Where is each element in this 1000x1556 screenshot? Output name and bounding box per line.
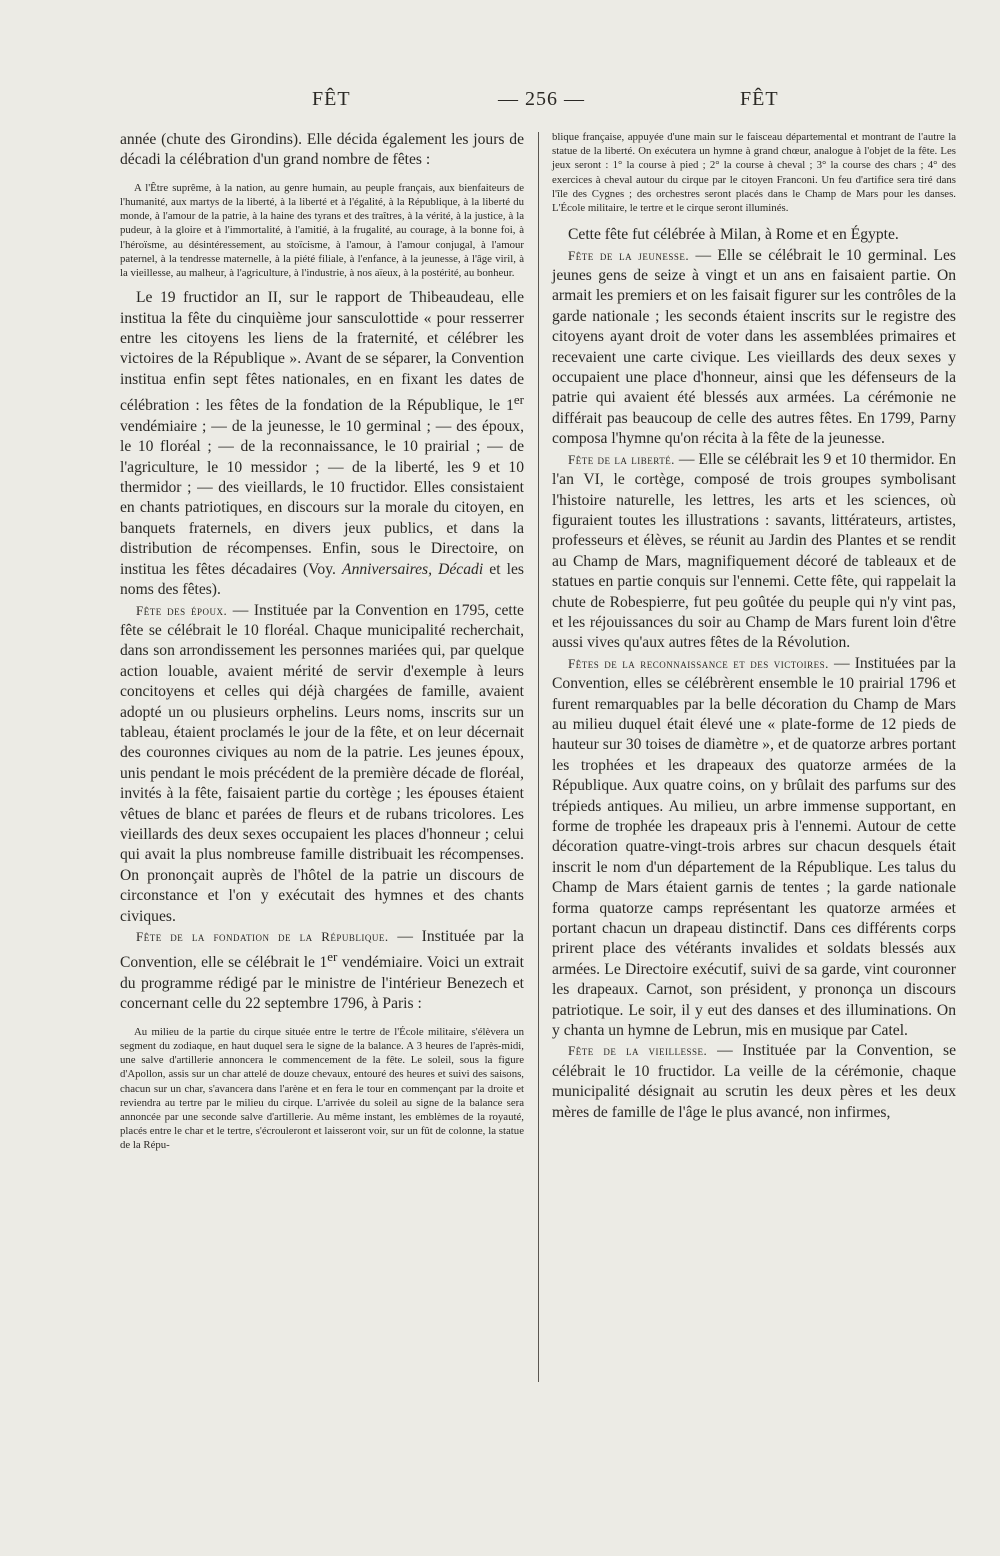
p2-italic-refs: Anniversaires, Décadi — [342, 560, 484, 578]
section-text: — Instituée par la Convention, se célébrait le 10 fructidor. La veille de la cérémonie, chaque municipalité désignait au scrutin les deux pères et les deux mères de famille de l'âge le plus avancé, non infirmes, — [552, 1042, 956, 1121]
p2-text-c: et les noms des fêtes). — [120, 560, 524, 599]
section-text: — Elle se célébrait les 9 et 10 thermidor. En l'an VI, le cortège, composé de trois groupes symbolisant l'histoire naturelle, les lettres, les arts et les sciences, où figuraient toutes les illustrations : savants, littérateurs, artistes, professeurs et élèves, se réunit au Jardin des Plantes et se rendit au Champ de Mars, magnifiquement décoré de tableaux et de statues en partie conquis sur l'ennemi. Cette fête, qui rappelait la chute de Robespierre, fut peu goûtée du peuple qui n'y vint pas, et les réjouissances du soir au Champ de Mars furent loin d'être aussi vives qu'aux autres fêtes de la Révolution. — [552, 450, 956, 652]
section-text-a: — Instituée par la Convention, elle se célébrait le 1 — [120, 928, 524, 972]
section-heading: Fête des époux. — [136, 602, 228, 618]
section-fetes-reconnaissance-victoires — [552, 654, 956, 1042]
section-heading: Fêtes de la reconnaissance et des victoires. — [568, 655, 829, 671]
quote-programme-extract: Au milieu de la partie du cirque située entre le tertre de l'École militaire, s'élèvera un segment du zodiaque, en haut duquel sera le signe de la balance. A 3 heures de l'après-midi, une salve d'artillerie annoncera le commencement de la fête. Le soleil, sous la figure d'Apollon, assis sur un char attelé de douze chevaux, entouré des heures et suivi des saisons, chacun sur un char, s'avancera dans l'arène et en fera le tour en commençant par la droite et reviendra au tertre par le milieu du cirque. L'arrivée du soleil au signe de la balance sera annoncée par une seconde salve d'artillerie. Au même instant, les emblèmes de la royauté, placés entre le char et le tertre, s'écrouleront et laisseront voir, sur un fût de colonne, la statue de la Répu- — [120, 1025, 524, 1152]
section-heading: Fête de la liberté. — [568, 451, 675, 467]
page-number: — 256 — — [498, 88, 585, 110]
p2-text-b: vendémiaire ; — de la jeunesse, le 10 germinal ; — des époux, le 10 floréal ; — de la reconnaissance, le 10 prairial ; — de l'agriculture, le 10 messidor ; — de la liberté, les 9 et 10 thermidor ; — des vieillards, le 10 fructidor. Elles consistaient en chants patriotiques, en discours sur la morale du citoyen, en banquets fraternels, en divers jeux publics, et dans la distribution de récompenses. Enfin, sous le Directoire, on institua les fêtes décadaires (Voy. — [120, 417, 524, 578]
section-fete-vieillesse — [552, 1041, 956, 1123]
left-column — [120, 130, 524, 1153]
column-divider — [538, 132, 539, 1382]
left-paragraph-1: année (chute des Girondins). Elle décida également les jours de décadi la célébration d'un grand nombre de fêtes : — [120, 131, 524, 169]
section-fete-fondation-republique — [120, 927, 524, 1015]
section-text: — Elle se célébrait le 10 germinal. Les jeunes gens de seize à vingt et un ans en faisaient partie. On armait les premiers et on les faisait figurer sur les contrôles de la garde nationale ; les seconds étaient inscrits sur le registre des citoyens ayant droit de voter dans les assemblées primaires et recevaient une carte civique. Les vieillards des deux sexes y occupaient une place d'honneur, ainsi que les défenseurs de la patrie qui avaient été blessés aux armées. La cérémonie ne différait pas beaucoup de celle des autres fêtes. En 1799, Parny composa l'hymne qu'on récita à la fête de la jeunesse. — [552, 246, 956, 448]
left-paragraph-2 — [120, 288, 524, 600]
section-heading: Fête de la jeunesse. — [568, 247, 690, 263]
section-fete-jeunesse — [552, 246, 956, 450]
section-superscript: er — [327, 949, 338, 965]
right-paragraph-1: Cette fête fut célébrée à Milan, à Rome et en Égypte. — [568, 226, 899, 244]
quote-list-of-fetes: A l'Être suprême, à la nation, au genre humain, au peuple français, aux bienfaiteurs de l'humanité, aux martys de la liberté, à la liberté et à l'égalité, à la République, à la liberté du monde, à l'amour de la patrie, à la haine des tyrans et des traîtres, à la vérité, à la justice, à la pudeur, à la gloire et à l'immortalité, à l'amitié, à la frugalité, au courage, à la bonne foi, à l'héroïsme, au désintéressement, au stoïcisme, à l'amour, à l'amour conjugal, à l'amour paternel, à la tendresse maternelle, à la piété filiale, à l'enfance, à la jeunesse, à l'âge viril, à la vieillesse, au malheur, à l'agriculture, à l'industrie, à nos aïeux, à la postérité, au bonheur. — [120, 181, 524, 280]
section-text-b: vendémiaire. Voici un extrait du programme rédigé par le ministre de l'intérieur Benezech et concernant celle du 22 septembre 1796, à Paris : — [120, 954, 524, 1013]
right-column — [552, 130, 956, 1123]
running-header — [0, 88, 1000, 118]
header-right: FÊT — [740, 88, 779, 110]
section-text: — Instituée par la Convention en 1795, cette fête se célébrait le 10 floréal. Chaque municipalité recherchait, dans son arrondissement les personnes mariées qui, par quelque action louable, avaient mérité de servir d'exemple à leurs concitoyens et celles qui déjà chargées de famille, avaient adopté un ou plusieurs orphelins. Leurs noms, inscrits sur un tableau, étaient proclamés le jour de la fête, et on leur décernait des couronnes civiques au nom de la patrie. Les jeunes époux, unis pendant le mois précédent de la première décade de floréal, invités à la fête, faisaient partie du cortège ; les épouses étaient vêtues de blanc et parées de fleurs et de rubans tricolores. Les vieillards des deux sexes occupaient les places d'honneur ; celui qui avait la plus nombreuse famille distribuait les récompenses. On prononçait auprès de l'hôtel de la patrie un discours de circonstance et l'on y exécutait des hymnes et des chants civiques. — [120, 601, 524, 925]
section-heading: Fête de la fondation de la République. — [136, 929, 389, 945]
section-fete-des-epoux — [120, 601, 524, 928]
section-fete-liberte — [552, 450, 956, 654]
quote-programme-continued: blique française, appuyée d'une main sur le faisceau départemental et montrant de l'autre la statue de la liberté. On exécutera un hymne à grand chœur, analogue à l'objet de la fête. Les jeux seront : 1° la course à pied ; 2° la course à cheval ; 3° la course des chars ; 4° des exercices à cheval autour du cirque par le citoyen Franconi. Un feu d'artifice sera tiré dans l'île des Cygnes ; des orchestres seront placés dans le Champ de Mars pour les danses. L'École militaire, le tertre et le cirque seront illuminés. — [552, 131, 956, 215]
section-text: — Instituées par la Convention, elles se célébrèrent ensemble le 10 prairial 1796 et furent remarquables par la belle décoration du Champ de Mars au milieu duquel était élevé une « plate-forme de 12 pieds de hauteur sur 30 toises de diamètre », et de quatorze arbres portant les trophées et les drapeaux des quatorze armées de la République. Aux quatre coins, on y brûlait des parfums sur des trépieds antiques. Au milieu, un arbre immense supportant, en forme de trophée les drapeaux pris à l'ennemi. Autour de cette décoration quatre-vingt-trois arbres sur chacun desquels était inscrit le nom d'un département de la République. Les talus du Champ de Mars étaient garnis de tentes ; la garde nationale forma quatorze camps représentant les quatorze armées et portant chacun un drapeau distinctif. Dans ces différents corps prirent place des vétérants invalides et soldats blessés aux armées. Le Directoire exécutif, suivi de sa garde, vint couronner les drapeaux. Carnot, son président, y prononça un discours patriotique. Le soir, il y eut des danses et des illuminations. On y chanta un hymne de Lebrun, mis en musique par Catel. — [552, 654, 956, 1040]
p2-text-a: Le 19 fructidor an II, sur le rapport de Thibeaudeau, elle institua la fête du cinquième jour sansculottide « pour resserrer entre les citoyens les liens de la fraternité, et célébrer les victoires de la République ». Avant de se séparer, la Convention institua enfin sept fêtes nationales, en en fixant les dates de célébration : les fêtes de la fondation de la République, le 1 — [120, 289, 524, 415]
p2-superscript: er — [513, 392, 524, 408]
header-left: FÊT — [312, 88, 351, 110]
section-heading: Fête de la vieillesse. — [568, 1043, 708, 1059]
